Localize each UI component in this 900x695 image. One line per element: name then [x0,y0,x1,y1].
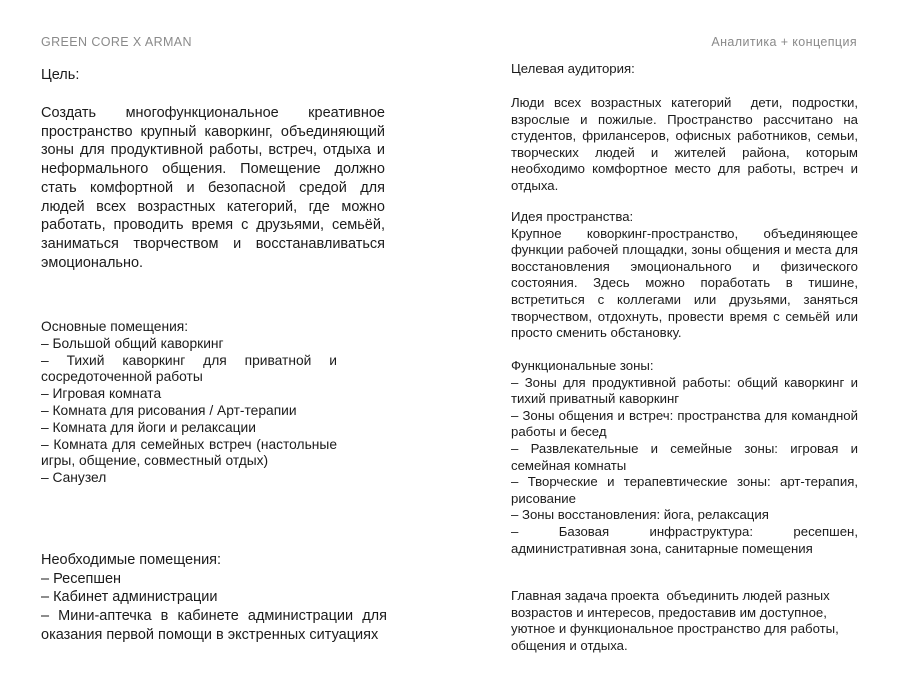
audience-paragraph: Люди всех возрастных категорий дети, подростки, взрослые и пожилые. Пространство рассчитано на студентов, фрилансеров, офисных работников, семьи, творческих людей и жителей района, которым необходимо комфортное место для работы, встреч и отдыха. [511,95,858,193]
list-item: – Кабинет администрации [41,589,218,606]
goal-paragraph: Создать многофункциональное креативное пространство крупный каворкинг, объединяющий зоны для продуктивной работы, встреч, отдыха и неформального общения. Помещение должно стать комфортной и безопасной средой для людей всех возрастных категорий, где можно работать, проводить время с друзьями, семьёй, заниматься творчеством и восстанавливаться эмоционально. [41,105,385,271]
list-item: – Тихий каворкинг для приватной и сосредоточенной работы [41,352,337,385]
list-item: – Комната для рисования / Арт-терапии [41,402,297,418]
list-item: – Базовая инфраструктура: ресепшен, административная зона, санитарные помещения [511,523,858,556]
brand-header: GREEN CORE X ARMAN [41,35,192,49]
list-item: – Большой общий каворкинг [41,335,224,351]
main-rooms-title: Основные помещения: [41,319,189,334]
list-item: – Зоны для продуктивной работы: общий каворкинг и тихий приватный каворкинг [511,374,858,407]
functional-zones-section [511,358,858,557]
list-item: – Комната для семейных встреч (настольные игры, общение, совместный отдых) [41,436,337,469]
list-item: – Творческие и терапевтические зоны: арт-терапия, рисование [511,474,858,506]
audience-title: Целевая аудитория: [511,61,635,76]
goal-title: Цель: [41,67,80,83]
list-item: – Ресепшен [41,570,122,587]
list-item: – Санузел [41,470,107,486]
idea-paragraph: Крупное коворкинг-пространство, объединяющее функции рабочей площадки, зоны общения и места для восстановления эмоционального и физического состояния. Здесь можно поработать в тишине, встретиться с коллегами или друзьями, заняться творчеством, отдохнуть, провести время с семьёй или просто сменить обстановку. [511,225,858,341]
main-rooms-section [41,319,337,487]
idea-section [511,209,858,342]
functional-zones-title: Функциональные зоны: [511,358,654,373]
list-item: – Комната для йоги и релаксации [41,419,256,435]
idea-title: Идея пространства: [511,209,634,224]
list-item: – Развлекательные и семейные зоны: игровая и семейная комнаты [511,440,858,473]
required-rooms-section [41,551,387,645]
conclusion-paragraph: Главная задача проекта объединить людей разных возрастов и интересов, предоставив им доступное, уютное и функциональное пространство для работы, общения и отдыха. [511,588,839,653]
page-header-right: Аналитика + концепция [711,35,857,49]
required-rooms-title: Необходимые помещения: [41,552,222,568]
list-item: – Зоны общения и встреч: пространства для командной работы и бесед [511,407,858,440]
list-item: – Зоны восстановления: йога, релаксация [511,507,769,523]
list-item: – Игровая комната [41,386,162,402]
list-item: – Мини-аптечка в кабинете администрации для оказания первой помощи в экстренных ситуациях [41,608,387,643]
